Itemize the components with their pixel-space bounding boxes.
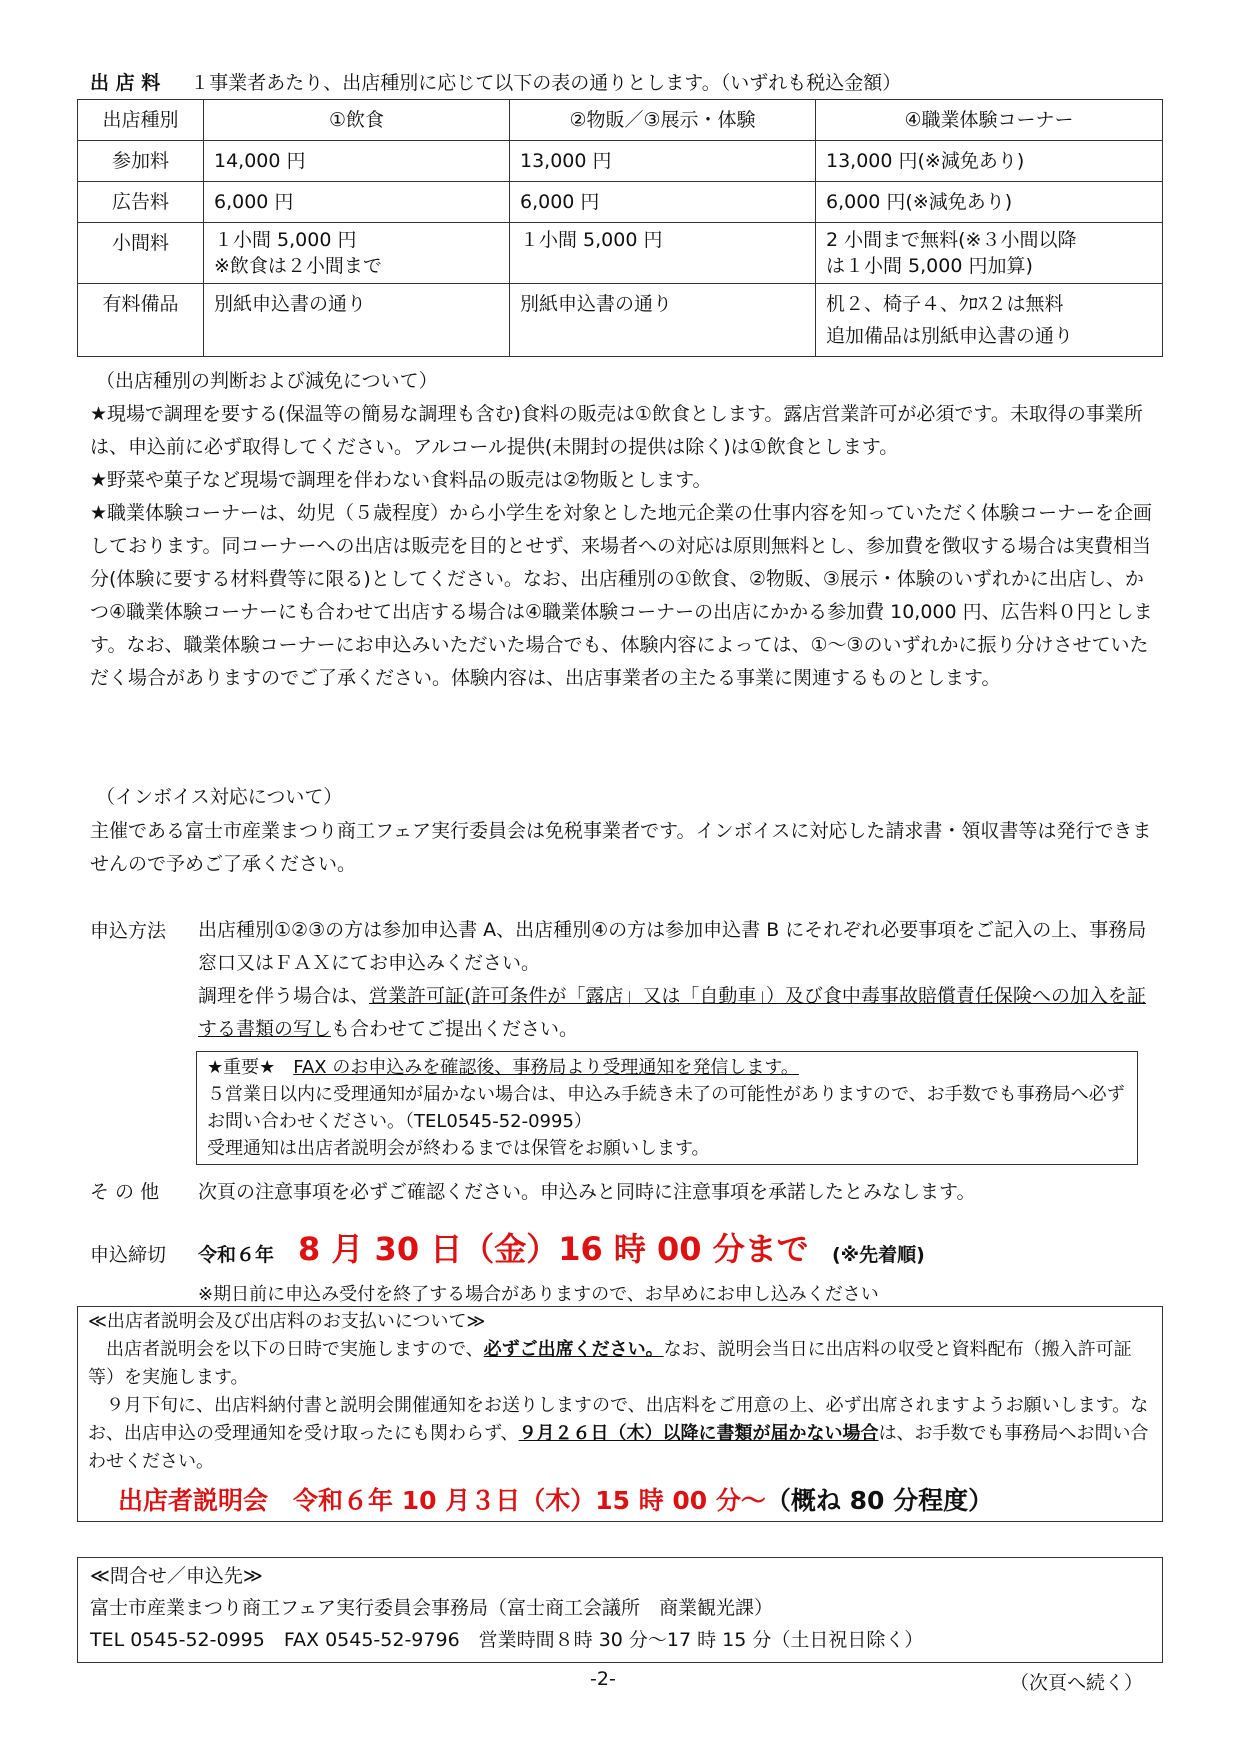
briefing-p2-emph: ９月２６日（木）以降に書類が届かない場合 [518, 1423, 879, 1444]
apply-body [198, 914, 1160, 1046]
important-content [207, 1054, 1127, 1162]
table-row [78, 284, 1163, 357]
briefing-p1-suffix: なお、説明会当日に出店料の収受と資料配布（搬入許可証等）を実施します。 [88, 1339, 1132, 1388]
briefing-event-duration: （概ね 80 分程度） [765, 1486, 994, 1515]
fee-table-header: ④職業体験コーナー [816, 100, 1163, 141]
briefing-p1-prefix: 出店者説明会を以下の日時で実施しますので、 [106, 1339, 484, 1360]
apply-text-2-suffix: も合わせてご提出ください。 [331, 1018, 579, 1040]
apply-text-1: 出店種別①②③の方は参加申込書 A、出店種別④の方は参加申込書 B にそれぞれ必要事項をご記入の上、事務局窓口又はＦＡＸにてお申込みください。 [198, 919, 1147, 974]
invoice-text: 主催である富士市産業まつり商工フェア実行委員会は免税事業者です。インボイスに対応した請求書・領収書等は発行できませんので予めご了承ください。 [90, 820, 1152, 875]
fee-table [77, 99, 1163, 357]
fee-header [90, 68, 901, 95]
classification-paragraph: ★現場で調理を要する(保温等の簡易な調理も含む)食料の販売は①飲食とします。露店営業許可が必須です。未取得の事業所は、申込前に必ず取得してください。アルコール提供(未開封の提供は除く)は①飲食とします。 [90, 403, 1143, 458]
other-text: 次頁の注意事項を必ずご確認ください。申込みと同時に注意事項を承諾したとみなします。 [198, 1181, 976, 1203]
briefing-p2-prefix: ９月下旬に、出店料納付書と説明会開催通知をお送りしますので、出店料をご用意の上、必ず出席されますようお願いします。なお、出店申込の受理通知を受け取ったにも関わらず、 [88, 1395, 1149, 1444]
fee-table-header: ②物販／③展示・体験 [510, 100, 816, 141]
table-row [78, 223, 1163, 284]
important-title: FAX のお申込みを確認後、事務局より受理通知を発信します。 [293, 1057, 799, 1078]
briefing-box [77, 1306, 1163, 1522]
table-cell: 14,000 円 [204, 141, 510, 182]
table-row [78, 182, 1163, 223]
fee-table-header-row [78, 100, 1163, 141]
table-cell: 別紙申込書の通り [510, 284, 816, 357]
apply-text-2-underlined: 営業許可証(許可条件が「露店」又は「自動車」）及び食中毒事故賠償責任保険への加入を証する書類の写し [198, 985, 1146, 1040]
table-row [78, 141, 1163, 182]
briefing-event-date: 出店者説明会 令和６年 10 月３日（木）15 時 00 分～ [118, 1486, 766, 1515]
table-cell: 机２、椅子４、ｸﾛｽ２は無料 追加備品は別紙申込書の通り [816, 284, 1163, 357]
important-body: ５営業日以内に受理通知が届かない場合は、申込み手続き未了の可能性がありますので、お手数でも事務局へ必ずお問い合わせください。（TEL0545-52-0995） [207, 1084, 1125, 1132]
table-cell: １小間 5,000 円 ※飲食は２小間まで [204, 223, 510, 284]
contact-org: 富士市産業まつり商工フェア実行委員会事務局（富士商工会議所 商業観光課） [90, 1597, 774, 1619]
deadline-date: 8 月 30 日（金）16 時 00 分まで [298, 1230, 809, 1268]
briefing-p2-suffix: は、お手数でも事務局へお問い合わせください。 [88, 1423, 1149, 1472]
apply-label: 申込方法 [90, 920, 167, 942]
table-cell: 広告料 [78, 182, 204, 223]
classification-paragraph: ★野菜や菓子など現場で調理を伴わない食料品の販売は②物販とします。 [90, 469, 712, 491]
apply-text-2 [198, 980, 1160, 1046]
deadline-label: 申込締切 [90, 1244, 167, 1266]
classification-paragraph: ★職業体験コーナーは、幼児（５歳程度）から小学生を対象とした地元企業の仕事内容を知っていただく体験コーナーを企画しております。同コーナーへの出店は販売を目的とせず、来場者への対応は原則無料とし、参加費を徴収する場合は実費相当分(体験に要する材料費等に限る)としてください。なお、出店種別の①飲食、②物販、③展示・体験のいずれかに出店し、かつ④職業体験コーナーにも合わせて出店する場合は④職業体験コーナーの出店にかかる参加費 10,000 円、広告料０円とします。なお、職業体験コーナーにお申込みいただいた場合でも、体験内容によっては、①～③のいずれかに振り分けさせていただく場合がありますのでご了承ください。体験内容は、出店事業者の主たる事業に関連するものとします。 [90, 502, 1153, 689]
fee-table-header: 出店種別 [78, 100, 204, 141]
important-label: ★重要★ [207, 1057, 276, 1078]
invoice-heading: （インボイス対応について） [96, 786, 343, 808]
table-cell: 小間料 [78, 223, 204, 284]
briefing-content [88, 1308, 1154, 1476]
other-label: そ の 他 [90, 1181, 160, 1203]
briefing-event [118, 1481, 993, 1517]
table-cell: 13,000 円(※減免あり) [816, 141, 1163, 182]
briefing-p1-emph: 必ずご出席ください。 [483, 1339, 664, 1360]
briefing-paragraph-1 [88, 1336, 1154, 1392]
table-cell: 6,000 円 [204, 182, 510, 223]
important-title-line [207, 1054, 1127, 1081]
apply-text-2-prefix: 調理を伴う場合は、 [198, 985, 370, 1007]
contact-content [90, 1560, 1154, 1656]
table-cell: 参加料 [78, 141, 204, 182]
table-cell: 6,000 円(※減免あり) [816, 182, 1163, 223]
deadline-note: (※先着順) [832, 1244, 925, 1266]
fee-header-label: 出 店 料 [90, 72, 161, 94]
briefing-paragraph-2 [88, 1392, 1154, 1476]
fee-header-text: １事業者あたり、出店種別に応じて以下の表の通りとします。（いずれも税込金額） [190, 72, 902, 94]
important-note: 受理通知は出店者説明会が終わるまでは保管をお願いします。 [207, 1138, 710, 1159]
briefing-heading: ≪出店者説明会及び出店料のお支払いについて≫ [88, 1311, 486, 1332]
fee-table-header: ①飲食 [204, 100, 510, 141]
contact-heading: ≪問合せ／申込先≫ [90, 1565, 263, 1587]
important-box [196, 1051, 1138, 1165]
contact-box [77, 1557, 1163, 1663]
table-cell: 6,000 円 [510, 182, 816, 223]
table-cell: 13,000 円 [510, 141, 816, 182]
deadline-sub: ※期日前に申込み受付を終了する場合がありますので、お早めにお申し込みください [198, 1284, 879, 1305]
table-cell: 別紙申込書の通り [204, 284, 510, 357]
classification-heading: （出店種別の判断および減免について） [96, 370, 438, 392]
deadline-era: 令和６年 [198, 1244, 275, 1266]
continued-note: （次頁へ続く） [1010, 1672, 1144, 1694]
table-cell: 2 小間まで無料(※３小間以降 は１小間 5,000 円加算) [816, 223, 1163, 284]
table-cell: 有料備品 [78, 284, 204, 357]
table-cell: １小間 5,000 円 [510, 223, 816, 284]
contact-details: TEL 0545-52-0995 FAX 0545-52-9796 営業時間８時 30 分～17 時 15 分（土日祝日除く） [90, 1629, 924, 1651]
classification-body [90, 398, 1160, 695]
page-number: -2- [590, 1668, 616, 1690]
